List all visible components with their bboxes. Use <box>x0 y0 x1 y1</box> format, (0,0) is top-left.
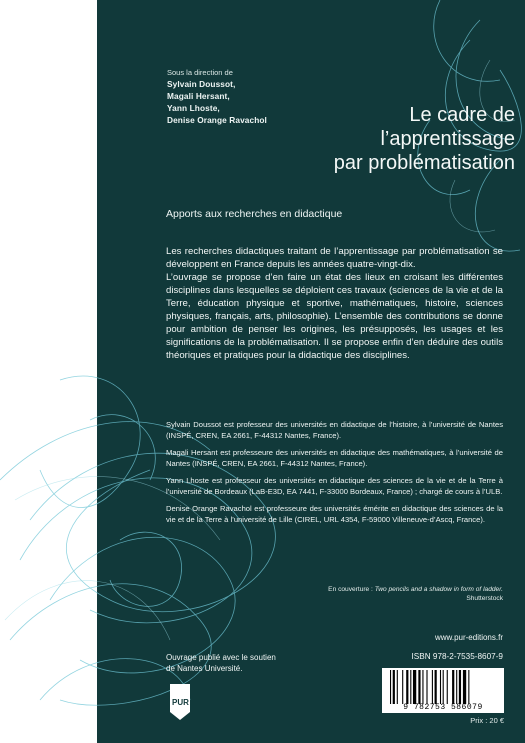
book-subtitle: Apports aux recherches en didactique <box>166 208 343 220</box>
title-line: par problématisation <box>333 152 515 174</box>
credit-prefix: En couverture : <box>328 586 375 593</box>
support-line: Ouvrage publié avec le soutien <box>166 653 276 662</box>
credit-work: Two pencils and a shadow in form of ladder. <box>374 586 503 593</box>
author-bios <box>166 420 503 532</box>
publisher-website: www.pur-editions.fr <box>434 633 503 642</box>
editor-name: Sylvain Doussot, <box>167 79 236 89</box>
title-line: Le cadre de <box>409 104 515 126</box>
barcode-bars <box>390 670 500 704</box>
title-line: l’apprentissage <box>380 128 515 150</box>
isbn: ISBN 978-2-7535-8607-9 <box>411 652 503 661</box>
summary <box>166 245 503 362</box>
author-bio: Denise Orange Ravachol est professeure des universités émérite en didactique des sciences de la vie et de la Terre à l’université de Lille (CIREL, URL 4354, F-59000 Villeneuve-d’Ascq, France). <box>166 504 503 524</box>
price: Prix : 20 € <box>470 716 504 725</box>
credit-source: Shutterstock <box>466 595 503 602</box>
summary-paragraph: Les recherches didactiques traitant de l’apprentissage par problématisation se développent en France depuis les années quatre-vingt-dix. <box>166 246 503 270</box>
editor-name: Magali Hersant, <box>167 91 230 101</box>
book-title <box>305 103 515 175</box>
barcode-number: 9 782753 586079 <box>403 703 483 712</box>
author-bio: Yann Lhoste est professeur des universités en didactique des sciences de la vie et de la Terre à l’université de Bordeaux (LaB-E3D, EA 7441, F-33000 Bordeaux, France) ; chargé de cours à l’ULB. <box>166 476 503 496</box>
summary-paragraph: L’ouvrage se propose d’en faire un état des lieux en croisant les différentes disciplines dans lesquelles se déploient ces travaux (sciences de la vie et de la Terre, éducation physique et sportive, mathématiques, histoire, sciences physiques, français, arts, philosophie). L’ensemble des contributions se donne pour ambition de penser les origines, les présupposés, les usages et les significations de la problématisation. Il se propose enfin d’en déduire des outils théoriques et pratiques pour la didactique des disciplines. <box>166 272 503 361</box>
author-bio: Sylvain Doussot est professeur des universités en didactique de l’histoire, à l’université de Nantes (INSPÉ, CREN, EA 2661, F-44312 Nantes, France). <box>166 420 503 440</box>
editor-name: Denise Orange Ravachol <box>167 115 267 125</box>
barcode <box>382 668 504 713</box>
editors-intro: Sous la direction de <box>167 68 233 77</box>
support-line: de Nantes Université. <box>166 664 243 673</box>
publisher-logo-text: PUR <box>172 698 189 707</box>
editor-name: Yann Lhoste, <box>167 103 220 113</box>
cover-credit <box>250 585 503 603</box>
author-bio: Magali Hersant est professeure des universités en didactique des mathématiques, à l’université de Nantes (INSPÉ, CREN, EA 2661, F-44312 Nantes, France). <box>166 448 503 468</box>
support-note <box>166 652 276 674</box>
